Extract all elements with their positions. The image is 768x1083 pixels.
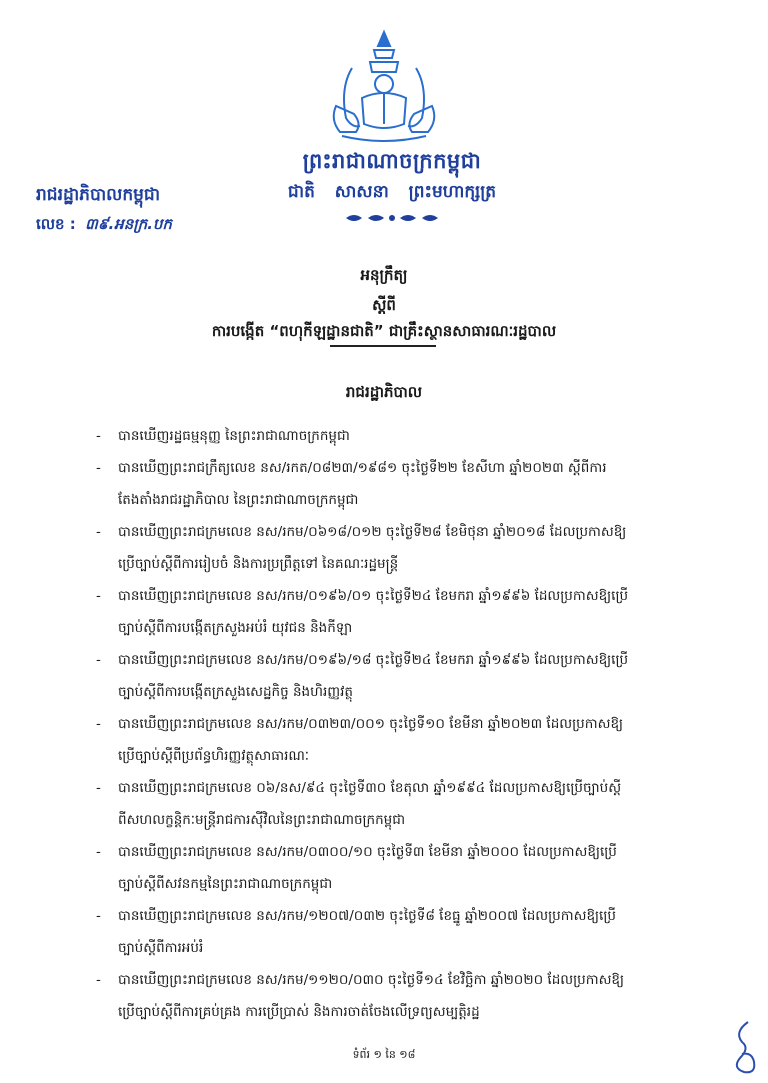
recital-line: បានឃើញព្រះរាជក្រមលេខ ០៦/នស/៩៤ ចុះថ្ងៃទី៣០ ខែតុលា ឆ្នាំ១៩៩៤ ដែលប្រកាសឱ្យប្រើច្បាប់ស្តី [118, 780, 622, 796]
government-block [36, 184, 172, 237]
recital-line: ពីសហលក្ខន្តិកៈមន្ត្រីរាជការស៊ីវិលនៃព្រះរាជាណាចក្រកម្ពុជា [118, 812, 406, 828]
royal-arms-emblem-icon [322, 28, 446, 146]
recital-line: បានឃើញព្រះរាជក្រមលេខ នស/រកម/០៦១៨/០១២ ចុះថ្ងៃទី២៨ ខែមិថុនា ឆ្នាំ២០១៨ ដែលប្រកាសឱ្យ [118, 524, 627, 540]
list-dash: - [96, 524, 101, 540]
recital-line: បានឃើញព្រះរាជក្រឹត្យលេខ នស/រកត/០៨២៣/១៩៨១ ចុះថ្ងៃទី២២ ខែសីហា ឆ្នាំ២០២៣ ស្តីពីការ [118, 460, 607, 476]
recitals-list [96, 420, 712, 1028]
national-motto: ជាតិ សាសនា ព្រះមហាក្សត្រ [287, 182, 497, 202]
recital-line: បានឃើញព្រះរាជក្រមលេខ នស/រកម/០១៩៦/០១ ចុះថ្ងៃទី២៤ ខែមករា ឆ្នាំ១៩៩៦ ដែលប្រកាសឱ្យប្រើ [118, 588, 629, 604]
recital-item [96, 580, 712, 644]
divider-ornament-icon [344, 212, 440, 224]
kingdom-header [262, 148, 522, 224]
recital-item [96, 516, 712, 580]
list-dash: - [96, 972, 101, 988]
list-dash: - [96, 460, 101, 476]
recital-line: បានឃើញព្រះរាជក្រមលេខ នស/រកម/០៣០០/១០ ចុះថ្ងៃទី៣ ខែមីនា ឆ្នាំ២០០០ ដែលប្រកាសឱ្យប្រើ [118, 844, 617, 860]
page-number: ទំព័រ ១ នៃ ១៨ [352, 1048, 416, 1061]
recital-line: ប្រើច្បាប់ស្តីពីការគ្រប់គ្រង ការប្រើប្រាស់ និងការចាត់ចែងលើទ្រព្យសម្បត្តិរដ្ឋ [118, 1004, 480, 1020]
list-dash: - [96, 908, 101, 924]
recital-line: តែងតាំងរាជរដ្ឋាភិបាល នៃព្រះរាជាណាចក្រកម្ពុជា [118, 492, 359, 508]
recital-line: ច្បាប់ស្តីពីសវនកម្មនៃព្រះរាជាណាចក្រកម្ពុជា [118, 876, 333, 892]
reference-value: ៣៩.អនក្រ.បក [85, 215, 172, 233]
list-dash: - [96, 780, 101, 796]
list-dash: - [96, 428, 101, 444]
reference-number [36, 215, 172, 237]
recital-item [96, 772, 712, 836]
recital-item [96, 900, 712, 964]
recital-line: ប្រើច្បាប់ស្តីពីប្រព័ន្ធហិរញ្ញវត្ថុសាធារណៈ [118, 748, 309, 764]
government-name: រាជរដ្ឋាភិបាលកម្ពុជា [36, 185, 161, 205]
recital-line: ប្រើច្បាប់ស្តីពីការរៀបចំ និងការប្រព្រឹត្តទៅ នៃគណៈរដ្ឋមន្ត្រី [118, 556, 399, 572]
recital-line: បានឃើញព្រះរាជក្រមលេខ នស/រកម/០៣២៣/០០១ ចុះថ្ងៃទី១០ ខែមីនា ឆ្នាំ២០២៣ ដែលប្រកាសឱ្យ [118, 716, 624, 732]
recital-line: ច្បាប់ស្តីពីការបង្កើតក្រសួងសេដ្ឋកិច្ច និងហិរញ្ញវត្ថុ [118, 684, 353, 700]
list-dash: - [96, 588, 101, 604]
recital-item [96, 452, 712, 516]
reference-label: លេខ : [36, 215, 76, 233]
recital-item [96, 420, 712, 452]
list-dash: - [96, 844, 101, 860]
document-subject: ការបង្កើត “ពហុកីឡដ្ឋានជាតិ” ជាគ្រឹះស្ថានសាធារណៈរដ្ឋបាល [211, 322, 557, 340]
issuer-heading: រាជរដ្ឋាភិបាល [345, 383, 423, 401]
recital-item [96, 644, 712, 708]
document-about: ស្តីពី [372, 296, 396, 314]
recital-line: ច្បាប់ស្តីពីការអប់រំ [118, 940, 204, 956]
kingdom-title: ព្រះរាជាណាចក្រកម្ពុជា [302, 149, 482, 173]
recital-line: បានឃើញព្រះរាជក្រមលេខ នស/រកម/១១២០/០៣០ ចុះថ្ងៃទី១៤ ខែវិច្ឆិកា ឆ្នាំ២០២០ ដែលប្រកាសឱ្យ [118, 972, 625, 988]
recital-item [96, 964, 712, 1028]
recital-line: បានឃើញព្រះរាជក្រមលេខ នស/រកម/០១៩៦/១៨ ចុះថ្ងៃទី២៤ ខែមករា ឆ្នាំ១៩៩៦ ដែលប្រកាសឱ្យប្រើ [118, 652, 629, 668]
recital-item [96, 708, 712, 772]
recital-item [96, 836, 712, 900]
recital-line: បានឃើញរដ្ឋធម្មនុញ្ញ នៃព្រះរាជាណាចក្រកម្ពុជា [118, 428, 350, 444]
recital-line: បានឃើញព្រះរាជក្រមលេខ នស/រកម/១២០៧/០៣២ ចុះថ្ងៃទី៨ ខែធ្នូ ឆ្នាំ២០០៧ ដែលប្រកាសឱ្យប្រើ [118, 908, 616, 924]
recital-line: ច្បាប់ស្តីពីការបង្កើតក្រសួងអប់រំ យុវជន និងកីឡា [118, 620, 353, 636]
handwritten-initial-icon [728, 1018, 762, 1076]
list-dash: - [96, 716, 101, 732]
list-dash: - [96, 652, 101, 668]
subject-underline [330, 345, 436, 347]
document-type: អនុក្រឹត្យ [360, 266, 408, 284]
